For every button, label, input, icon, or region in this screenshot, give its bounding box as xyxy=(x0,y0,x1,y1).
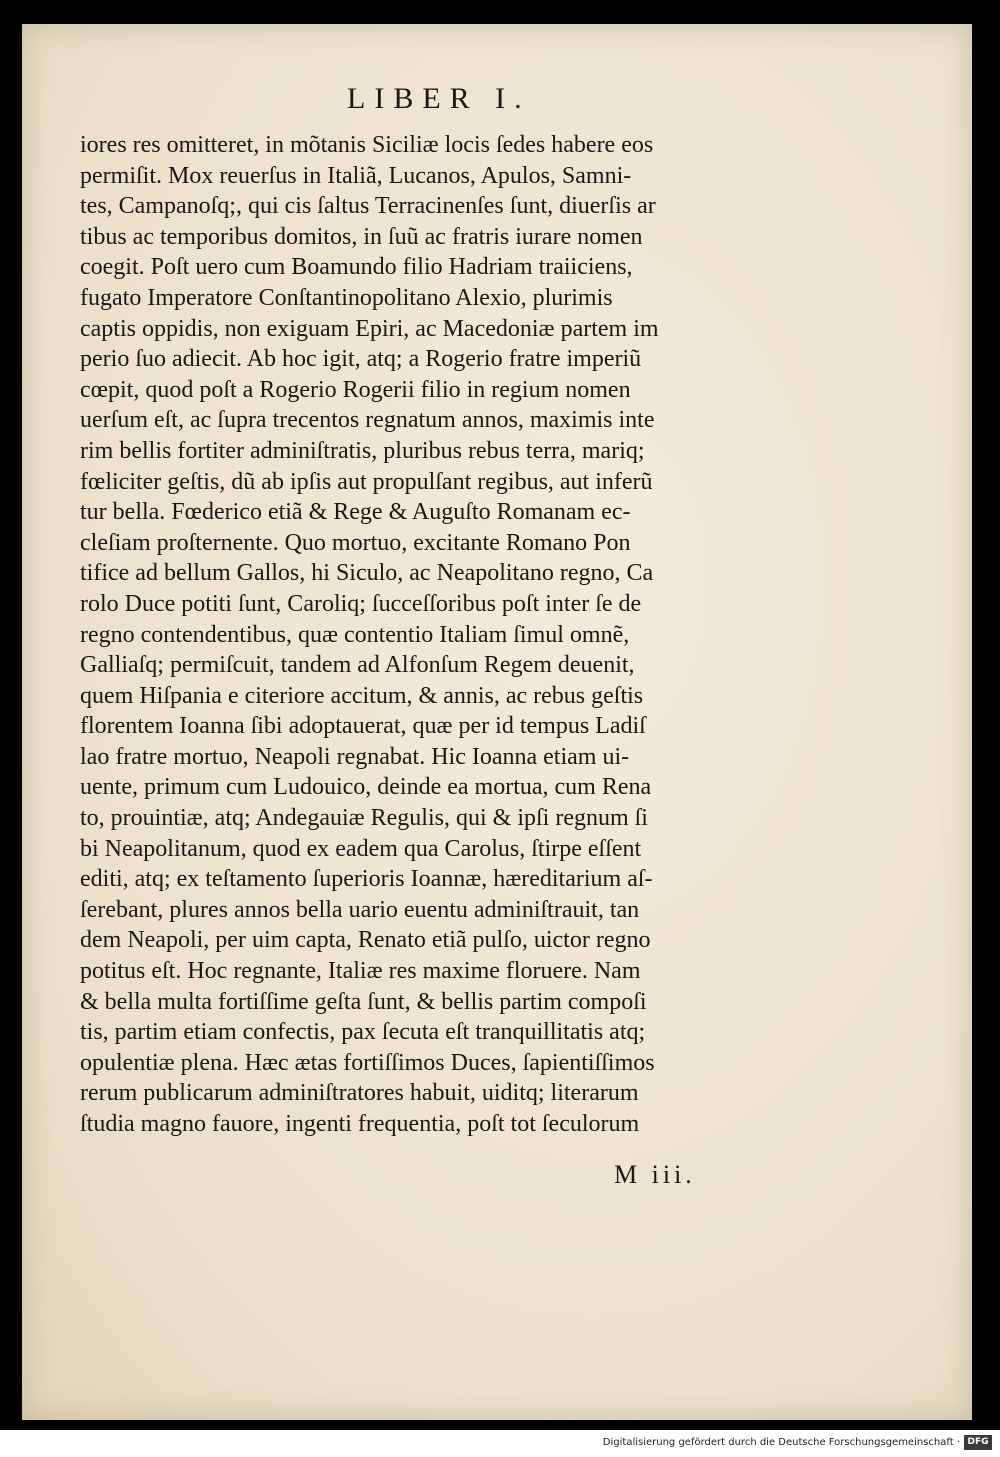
text-line: florentem Ioanna ſibi adoptauerat, quæ per id tempus Ladiſ xyxy=(80,713,646,740)
text-line: editi, atq; ex teſtamento ſuperioris Ioannæ, hæreditarium aſ- xyxy=(80,866,653,893)
body-text xyxy=(80,130,800,1140)
text-line: potitus eſt. Hoc regnante, Italiæ res maxime floruere. Nam xyxy=(80,958,641,985)
text-line: fœliciter geſtis, dũ ab ipſis aut propulſant regibus, aut inferũ xyxy=(80,468,653,495)
text-line: rolo Duce potiti ſunt, Caroliq; ſucceſſoribus poſt inter ſe de xyxy=(80,590,642,617)
text-line: permiſit. Mox reuerſus in Italiã, Lucanos, Apulos, Samni- xyxy=(80,162,632,189)
text-line: uerſum eſt, ac ſupra trecentos regnatum annos, maximis inte xyxy=(80,407,655,434)
dfg-logo-icon: DFG xyxy=(964,1435,992,1450)
signature-mark: M iii. xyxy=(614,1160,696,1189)
text-line: iores res omitteret, in mõtanis Siciliæ locis ſedes habere eos xyxy=(80,132,654,158)
text-line: regno contendentibus, quæ contentio Italiam ſimul omnẽ, xyxy=(80,621,630,648)
text-line: tis, partim etiam confectis, pax ſecuta eſt tranquillitatis atq; xyxy=(80,1019,646,1046)
text-line: tur bella. Fœderico etiã & Rege & Auguſto Romanam ec- xyxy=(80,499,631,526)
text-line: tifice ad bellum Gallos, hi Siculo, ac Neapolitano regno, Ca xyxy=(80,560,654,587)
text-line: dem Neapoli, per uim capta, Renato etiã pulſo, uictor regno xyxy=(80,927,651,954)
text-line: fugato Imperatore Conſtantinopolitano Alexio, plurimis xyxy=(80,284,613,311)
text-line: tibus ac temporibus domitos, in ſuũ ac fratris iurare nomen xyxy=(80,223,643,250)
text-line: & bella multa fortiſſime geſta ſunt, & bellis partim compoſi xyxy=(80,988,647,1015)
text-line: to, prouintiæ, atq; Andegauiæ Regulis, qui & ipſi regnum ſi xyxy=(80,805,648,832)
text-line: ſerebant, plures annos bella uario euentu adminiſtrauit, tan xyxy=(80,896,640,923)
book-page xyxy=(22,24,972,1420)
text-line: cleſiam proſternente. Quo mortuo, excitante Romano Pon xyxy=(80,529,631,556)
text-line: bi Neapolitanum, quod ex eadem qua Carolus, ſtirpe eſſent xyxy=(80,835,642,862)
text-line: uente, primum cum Ludouico, deinde ea mortua, cum Rena xyxy=(80,774,652,801)
footer-bar xyxy=(0,1430,1000,1457)
text-line: quem Hiſpania e citeriore accitum, & annis, ac rebus geſtis xyxy=(80,682,644,709)
running-head: LIBER I. xyxy=(347,82,531,115)
text-line: cœpit, quod poſt a Rogerio Rogerii filio in regium nomen xyxy=(80,376,631,403)
funding-credit: Digitalisierung gefördert durch die Deutsche Forschungsgemeinschaft · xyxy=(602,1437,960,1448)
text-line: rerum publicarum adminiſtratores habuit, uiditq; literarum xyxy=(80,1080,639,1107)
text-line: perio ſuo adiecit. Ab hoc igit, atq; a Rogerio fratre imperiũ xyxy=(80,346,642,373)
text-line: captis oppidis, non exiguam Epiri, ac Macedoniæ partem im xyxy=(80,315,659,342)
text-line: opulentiæ plena. Hæc ætas fortiſſimos Duces, ſapientiſſimos xyxy=(80,1049,655,1076)
text-line: ſtudia magno fauore, ingenti frequentia, poſt tot ſeculorum xyxy=(80,1111,640,1137)
text-line: coegit. Poſt uero cum Boamundo filio Hadriam traiiciens, xyxy=(80,254,633,281)
text-line: rim bellis fortiter adminiſtratis, pluribus rebus terra, mariq; xyxy=(80,437,645,464)
text-line: tes, Campanoſq;, qui cis ſaltus Terracinenſes ſunt, diuerſis ar xyxy=(80,193,656,220)
text-line: lao fratre mortuo, Neapoli regnabat. Hic Ioanna etiam ui- xyxy=(80,743,630,770)
text-line: Galliaſq; permiſcuit, tandem ad Alfonſum Regem deuenit, xyxy=(80,652,635,679)
